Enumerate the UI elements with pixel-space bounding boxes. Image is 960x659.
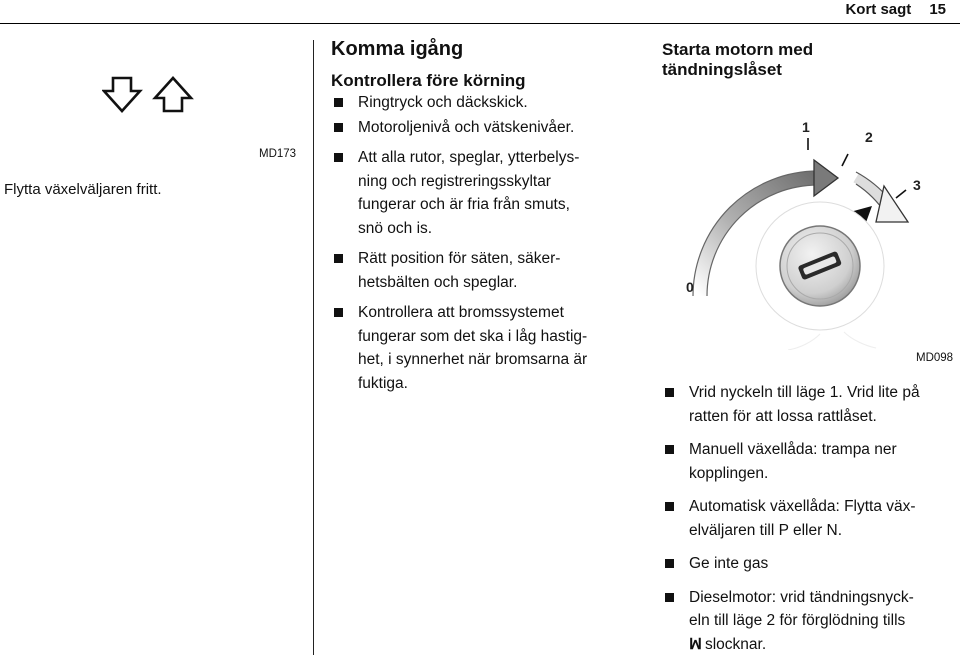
list-item: Motoroljenivå och vätskenivåer. (331, 116, 631, 140)
bullet-square-icon (665, 559, 674, 568)
image-code-md098: MD098 (916, 352, 954, 364)
arrow-up-outline-icon (155, 78, 191, 111)
arc-arrowhead-icon (814, 160, 838, 196)
list-item: Ringtryck och däckskick. (331, 91, 631, 115)
list-item: Automatisk växellåda: Flytta väx- elväljaren till P eller N. (662, 495, 958, 542)
column-divider (313, 40, 314, 655)
position-label-0: 0 (686, 279, 694, 295)
shift-caption: Flytta växelväljaren fritt. (4, 181, 162, 198)
list-item: Ge inte gas (662, 552, 958, 576)
shift-arrows (102, 76, 196, 119)
position-label-1: 1 (802, 119, 810, 135)
list-item: Manuell växellåda: trampa ner kopplingen. (662, 438, 958, 485)
column-middle (331, 37, 631, 395)
list-item: Vrid nyckeln till läge 1. Vrid lite på ratten för att lossa rattlåset. (662, 381, 958, 428)
page-number: 15 (929, 1, 946, 18)
position-label-3: 3 (913, 177, 921, 193)
list-item: Att alla rutor, speglar, ytterbelys- ning och registreringsskyltar fungerar och är fria från smuts, snö och is. (331, 146, 631, 240)
bullet-square-icon (665, 388, 674, 397)
ignition-figure (662, 110, 958, 355)
arrow-down-outline-icon (104, 78, 140, 111)
page-header (845, 1, 946, 18)
bullet-square-icon (665, 502, 674, 511)
header-rule (0, 23, 960, 24)
section-heading: Komma igång (331, 38, 464, 60)
start-engine-heading: Starta motorn med tändningslåset (662, 40, 814, 79)
list-item: Kontrollera att bromssystemet fungerar som det ska i låg hastig- het, i synnerhet när bromsarna är fuktiga. (331, 301, 631, 395)
subsection-heading: Kontrollera före körning (331, 71, 526, 90)
column-right (662, 40, 958, 80)
glow-tail-text: slocknar. (704, 635, 767, 653)
position-label-2: 2 (865, 129, 873, 145)
list-item: Dieselmotor: vrid tändningsnyck- eln till läge 2 för förglödning tills ꟽ slocknar. (662, 586, 958, 657)
tick-3 (896, 190, 906, 198)
tick-2 (842, 154, 848, 166)
image-code-md173: MD173 (259, 148, 297, 160)
bullet-square-icon (334, 98, 343, 107)
bullet-square-icon (334, 308, 343, 317)
list-item: Rätt position för säten, säker- hetsbälten och speglar. (331, 247, 631, 294)
bullet-square-icon (334, 254, 343, 263)
instruction-list (662, 381, 958, 656)
checklist (331, 91, 631, 395)
start-instructions (662, 381, 958, 656)
section-title: Kort sagt (845, 1, 912, 18)
bullet-square-icon (334, 153, 343, 162)
bullet-square-icon (665, 445, 674, 454)
bullet-square-icon (665, 593, 674, 602)
glow-plug-icon: ꟽ (689, 635, 701, 653)
bullet-square-icon (334, 123, 343, 132)
